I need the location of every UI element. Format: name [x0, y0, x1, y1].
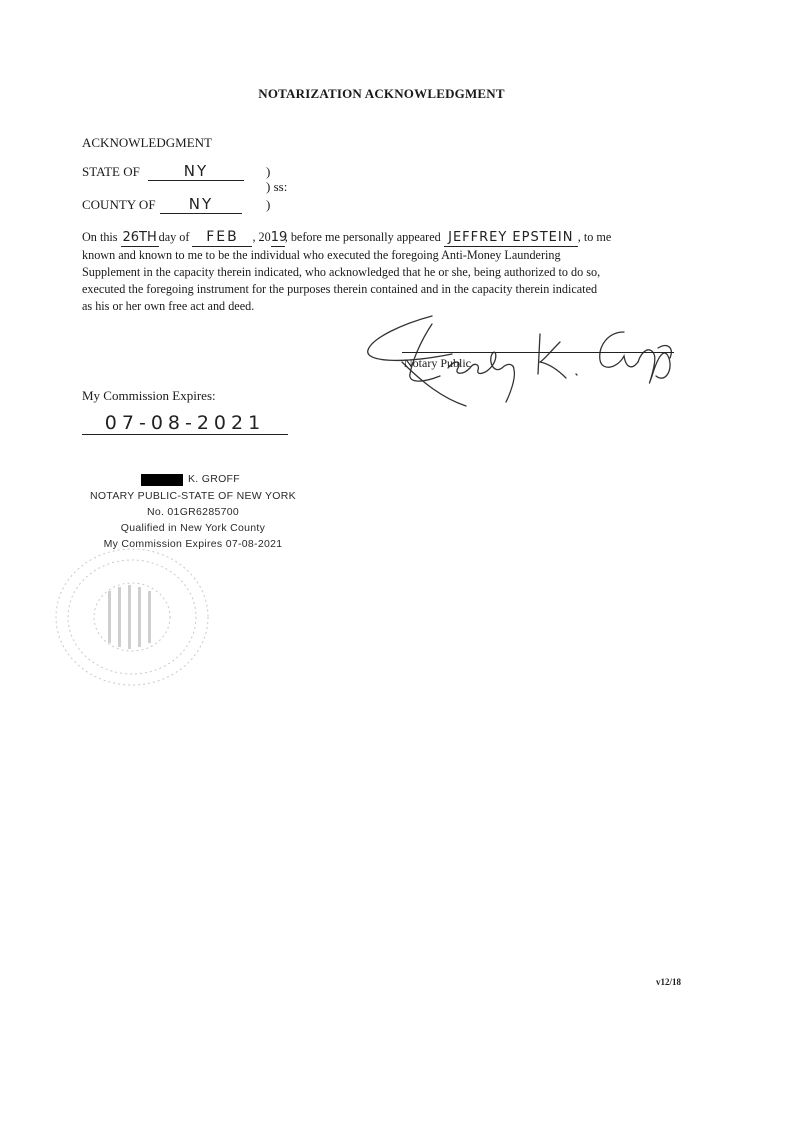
- ss-label: ) ss:: [266, 179, 288, 194]
- embossed-seal-icon: [52, 545, 212, 690]
- commission-label: My Commission Expires:: [82, 388, 216, 403]
- month-value: FEB: [192, 229, 252, 247]
- stamp-name: K. GROFF: [188, 473, 240, 485]
- state-field: [148, 163, 244, 181]
- version-label: v12/18: [656, 977, 682, 987]
- state-label: STATE OF: [82, 164, 140, 179]
- state-paren: ): [266, 164, 271, 179]
- stamp-line-2: NOTARY PUBLIC-STATE OF NEW YORK: [90, 490, 296, 502]
- state-value: NY: [183, 162, 209, 180]
- county-label: COUNTY OF: [82, 197, 156, 212]
- appearer-name-value: JEFFREY EPSTEIN: [444, 229, 578, 247]
- day-value: 26TH: [122, 230, 157, 245]
- para-line-1: On this 26TH day of FEB , 2019, before me personally appeared JEFFREY EPSTEIN , to me: [82, 229, 612, 245]
- para-line-3: Supplement in the capacity therein indicated, who acknowledged that he or she, being authorized to do so,: [82, 265, 601, 279]
- stamp-line-5: My Commission Expires 07-08-2021: [103, 538, 283, 550]
- para-line-2: known and known to me to be the individual who executed the foregoing Anti-Money Laundering: [82, 248, 561, 262]
- county-value: NY: [188, 195, 214, 213]
- commission-value: 07-08-2021: [104, 412, 266, 434]
- stamp-line-3: No. 01GR6285700: [146, 506, 240, 518]
- notary-public-label: Notary Public: [404, 356, 471, 370]
- county-paren: ): [266, 197, 271, 212]
- stamp-line-4: Qualified in New York County: [120, 522, 266, 534]
- para-line-5: as his or her own free act and deed.: [82, 299, 255, 313]
- year-value: 19: [270, 230, 288, 245]
- redaction-box: [141, 474, 183, 486]
- page-title: NOTARIZATION ACKNOWLEDGMENT: [258, 86, 505, 101]
- commission-field: [82, 412, 288, 435]
- section-heading: ACKNOWLEDGMENT: [82, 135, 212, 150]
- para-line-4: executed the foregoing instrument for the purposes therein contained and in the capacity therein indicated: [82, 282, 598, 296]
- signature-line: [402, 352, 674, 353]
- county-field: [160, 196, 242, 214]
